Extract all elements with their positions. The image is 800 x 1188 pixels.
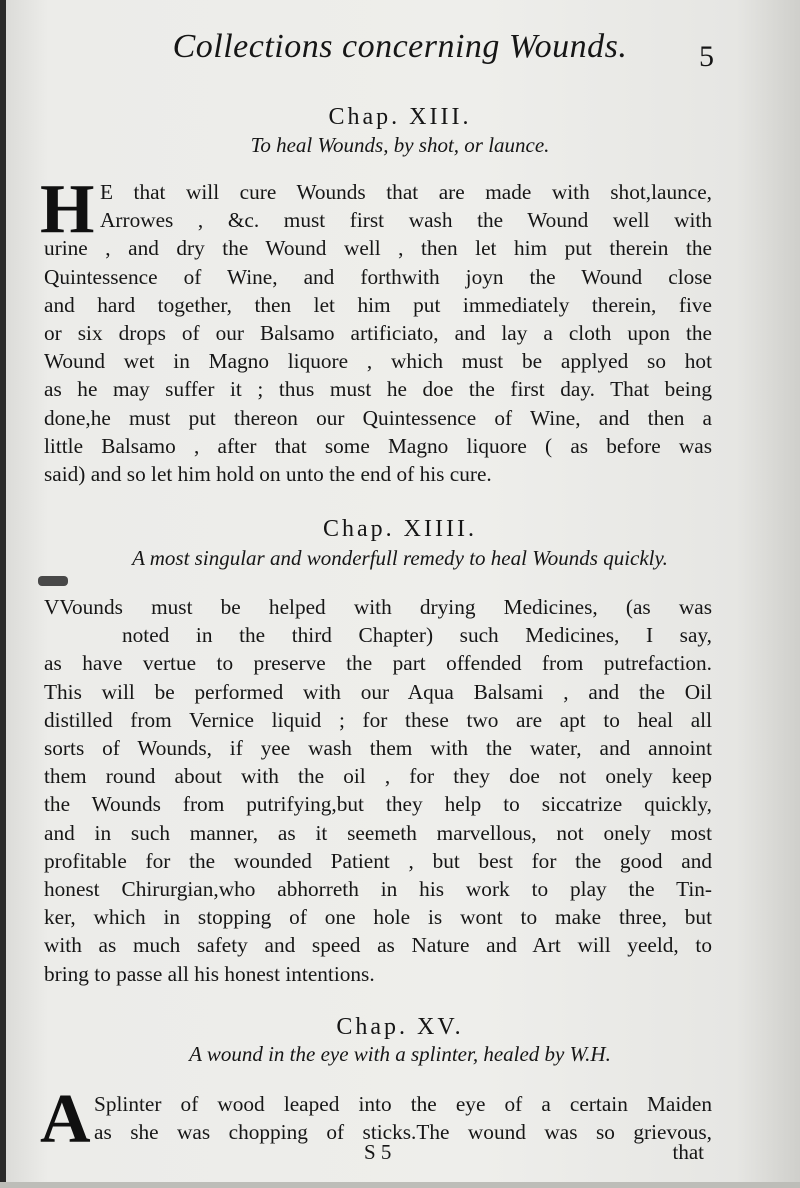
chapter-14-subtitle: A most singular and wonderfull remedy to heal Wounds quickly. <box>132 546 668 570</box>
text-line: done,he must put thereon our Quintessence of Wine, and then a <box>44 405 712 430</box>
text-line: bring to passe all his honest intentions. <box>44 961 375 986</box>
signature-mark: S 5 <box>364 1140 392 1164</box>
text-line: This will be performed with our Aqua Balsami , and the Oil <box>44 679 712 704</box>
page-bottom-edge <box>0 1182 800 1188</box>
page-gutter-shadow <box>0 0 6 1188</box>
text-line: noted in the third Chapter) such Medicines, I say, <box>122 623 712 648</box>
chapter-14-body <box>44 593 712 988</box>
text-line: Arrowes , &c. must first wash the Wound well with <box>100 208 712 233</box>
text-line: Splinter of wood leaped into the eye of a certain Maiden <box>94 1092 712 1116</box>
text-line: as have vertue to preserve the part offended from putrefaction. <box>44 651 712 676</box>
text-line: distilled from Vernice liquid ; for these two are apt to heal all <box>44 707 712 732</box>
text-line: and hard together, then let him put immediately therein, five <box>44 292 712 317</box>
chapter-15-subtitle: A wound in the eye with a splinter, healed by W.H. <box>189 1042 611 1066</box>
chapter-15-body <box>44 1090 712 1146</box>
text-line: E that will cure Wounds that are made with shot,launce, <box>100 180 712 204</box>
text-line: profitable for the wounded Patient , but best for the good and <box>44 848 712 873</box>
text-line: ker, which in stopping of one hole is wont to make three, but <box>44 905 712 930</box>
text-line: with as much safety and speed as Nature and Art will yeeld, to <box>44 933 712 958</box>
page-number: 5 <box>699 40 714 73</box>
chapter-13-heading: Chap. XIII. <box>328 104 472 130</box>
text-line: the Wounds from putrifying,but they help to siccatrize quickly, <box>44 792 712 817</box>
text-line: and in such manner, as it seemeth marvellous, not onely most <box>44 820 712 845</box>
text-line: said) and so let him hold on unto the end of his cure. <box>44 462 492 487</box>
catchword: that <box>672 1140 704 1164</box>
text-line: as she was chopping of sticks.The wound was so grievous, <box>94 1120 712 1145</box>
text-line: or six drops of our Balsamo artificiato, and lay a cloth upon the <box>44 321 712 346</box>
ink-smudge <box>38 576 68 586</box>
text-line: urine , and dry the Wound well , then let him put therein the <box>44 236 712 261</box>
chapter-15-heading: Chap. XV. <box>336 1014 464 1040</box>
text-line: as he may suffer it ; thus must he doe the first day. That being <box>44 377 712 402</box>
text-line: them round about with the oil , for they doe not onely keep <box>44 764 712 789</box>
chapter-13-body <box>44 178 712 488</box>
text-line: Quintessence of Wine, and forthwith joyn the Wound close <box>44 264 712 289</box>
text-line: little Balsamo , after that some Magno liquore ( as before was <box>44 433 712 458</box>
chapter-15-dropcap: A <box>40 1081 91 1158</box>
chapter-13-subtitle: To heal Wounds, by shot, or launce. <box>250 133 550 157</box>
chapter-13-dropcap: H <box>40 171 95 248</box>
chapter-14-heading: Chap. XIIII. <box>323 516 477 542</box>
text-line: sorts of Wounds, if yee wash them with the water, and annoint <box>44 736 712 761</box>
text-line: Wound wet in Magno liquore , which must be applyed so hot <box>44 349 712 374</box>
running-head: Collections concerning Wounds. <box>172 28 628 65</box>
text-line: honest Chirurgian,who abhorreth in his work to play the Tin- <box>44 877 712 902</box>
text-line: VVounds must be helped with drying Medicines, (as was <box>44 595 712 619</box>
